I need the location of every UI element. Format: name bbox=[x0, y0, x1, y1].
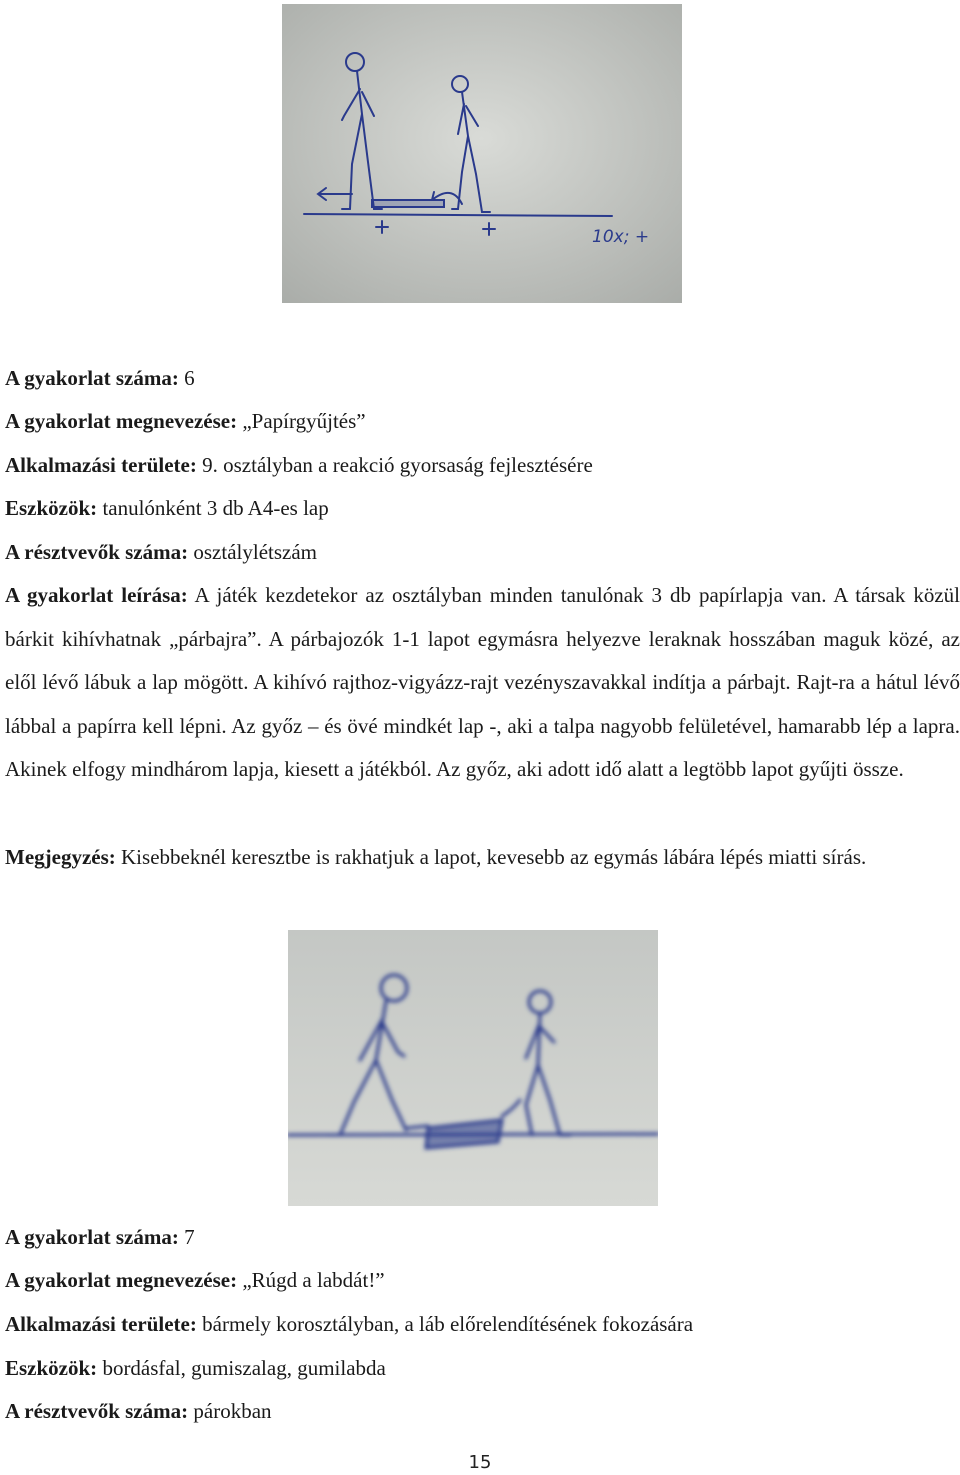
ex7-participants-value: párokban bbox=[188, 1399, 272, 1423]
ex7-number-label: A gyakorlat száma: bbox=[5, 1225, 179, 1249]
ex7-participants-label: A résztvevők száma: bbox=[5, 1399, 189, 1423]
ex6-area-row bbox=[5, 453, 593, 477]
ex7-tools-value: bordásfal, gumiszalag, gumilabda bbox=[97, 1356, 386, 1380]
ex6-number-label: A gyakorlat száma: bbox=[5, 366, 179, 390]
ex6-participants-value: osztálylétszám bbox=[188, 540, 317, 564]
sketch-drawing bbox=[282, 4, 682, 303]
ex6-area-label: Alkalmazási területe: bbox=[5, 453, 197, 477]
sketch-photo-paper-collecting bbox=[282, 4, 682, 303]
ex7-tools-row bbox=[5, 1356, 386, 1380]
ex6-number-row bbox=[5, 366, 195, 390]
ex6-tools-row bbox=[5, 496, 329, 520]
ex7-area-row bbox=[5, 1312, 693, 1336]
ex7-number-value: 7 bbox=[178, 1225, 195, 1249]
ex6-participants-row bbox=[5, 540, 317, 564]
page-number: 15 bbox=[468, 1452, 492, 1473]
sketch-photo-duel bbox=[288, 930, 658, 1206]
ex6-area-value: 9. osztályban a reakció gyorsaság fejlesztésére bbox=[196, 453, 593, 477]
ex7-participants-row bbox=[5, 1399, 272, 1423]
ex6-name-row bbox=[5, 409, 366, 433]
sketch-drawing-blurred bbox=[288, 930, 658, 1206]
ex7-name-row bbox=[5, 1268, 385, 1292]
handwritten-note: 10x; + bbox=[592, 227, 650, 247]
ex6-description-label: A gyakorlat leírása: bbox=[5, 583, 188, 607]
ex6-note-text: Kisebbeknél keresztbe is rakhatjuk a lapot, kevesebb az egymás lábára lépés miatti sírás. bbox=[115, 845, 867, 869]
paper-sheet bbox=[372, 200, 444, 207]
ex6-note bbox=[5, 836, 960, 880]
ex7-name-value: „Rúgd a labdát!” bbox=[237, 1268, 385, 1292]
ex6-name-label: A gyakorlat megnevezése: bbox=[5, 409, 238, 433]
ex7-name-label: A gyakorlat megnevezése: bbox=[5, 1268, 238, 1292]
ex7-number-row bbox=[5, 1225, 195, 1249]
ex6-name-value: „Papírgyűjtés” bbox=[237, 409, 366, 433]
ex6-description bbox=[5, 574, 960, 792]
ex6-tools-value: tanulónként 3 db A4-es lap bbox=[97, 496, 329, 520]
ex6-description-text: A játék kezdetekor az osztályban minden tanulónak 3 db papírlapja van. A társak közül bárkit kihívhatnak „párbajra”. A párbajozók 1-1 lapot egymásra helyezve leraknak hosszában maguk közé, az elől lévő lábuk a lap mögött. A kihívó rajthoz-vigyázz-rajt vezényszavakkal indítja a párbajt. Rajt-ra a hátul lévő lábbal a papírra kell lépni. Az győz – és övé mindkét lap -, aki a talpa nagyobb felületével, hamarabb lép a lapra. Akinek elfogy mindhárom lapja, kiesett a játékból. Az győz, aki adott idő alatt a legtöbb lapot gyűjti össze. bbox=[5, 583, 960, 782]
ex6-number-value: 6 bbox=[178, 366, 195, 390]
ex6-participants-label: A résztvevők száma: bbox=[5, 540, 189, 564]
ex6-tools-label: Eszközök: bbox=[5, 496, 98, 520]
ex7-area-value: bármely korosztályban, a láb előrelendítésének fokozására bbox=[196, 1312, 694, 1336]
ex7-area-label: Alkalmazási területe: bbox=[5, 1312, 197, 1336]
ex7-tools-label: Eszközök: bbox=[5, 1356, 98, 1380]
ex6-note-label: Megjegyzés: bbox=[5, 845, 116, 869]
